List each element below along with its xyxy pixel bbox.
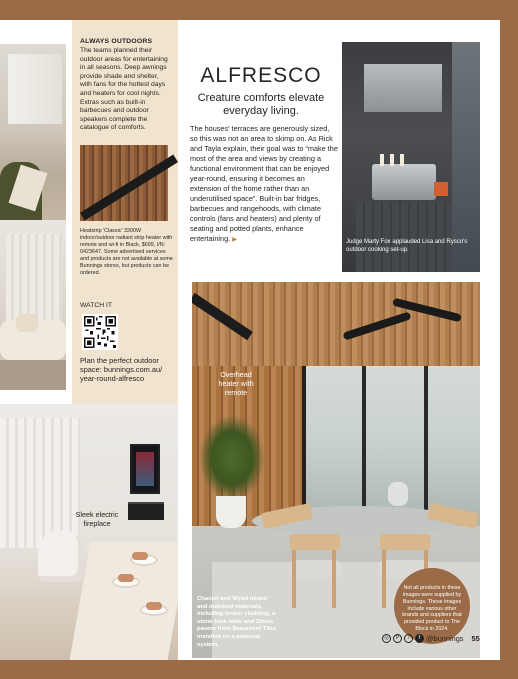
- dining-fireplace-photo: [0, 404, 178, 660]
- qr-code[interactable]: [82, 314, 118, 350]
- instagram-icon[interactable]: ◎: [382, 634, 391, 643]
- article-body-text: The houses' terraces are generously sized, so this was not an area to skimp on. As Rick and Tayla explain, their goal was to “make the most of the area and views by creating a functional environment that can be enjoyed year-round, ensuring it becomes an extension of the home rather than an underutilised space”. Built-in bar fridges, barbecues and rangehoods, with climate controls (fans and heaters) and plenty of seating and potted plants, enhance entertaining.: [190, 124, 338, 243]
- continue-arrow-icon: ▶: [232, 237, 237, 243]
- social-handle: @bunnings: [426, 633, 464, 643]
- strip-heater-photo: [80, 145, 168, 221]
- lounge-photo: [0, 220, 66, 390]
- dining-caption: Chantel and Wyatt mixed and matched materials, including timber cladding, a stone-look table and 20mm pavers from Beaumont Tiles installed on a pedestal system.: [197, 596, 277, 648]
- fireplace-caption: Sleek electric fireplace: [75, 510, 119, 528]
- watch-it-label: WATCH IT: [80, 302, 113, 309]
- tiktok-icon[interactable]: ♪: [404, 634, 413, 643]
- overhead-heater-caption: Overhead heater with remote: [218, 370, 254, 397]
- page-title: ALFRESCO: [200, 64, 322, 87]
- bbq-caption: Judge Marty Fox applauded Lisa and Rysco's outdoor cooking set-up.: [346, 239, 468, 253]
- page-footer: [382, 632, 480, 644]
- heater-product-caption: Heatstrip 'Classic' 3200W indoor/outdoor radiant strip heater with remote and wi-fi in Black, $699, I/N: 0423647. Some advertised services and products are not available at some Bunnings stores, but products can be ordered.: [80, 228, 173, 276]
- always-outdoors-sidebar: [72, 20, 178, 404]
- facebook-icon[interactable]: f: [415, 634, 424, 643]
- page-number: 55: [471, 633, 480, 643]
- living-room-photo: [0, 44, 66, 232]
- article-body: [190, 124, 338, 245]
- disclaimer-text: Not all products in these images were supplied by Bunnings. These images include various other brands and suppliers that provided product to The Block in 2024.: [402, 585, 462, 632]
- sidebar-heading: ALWAYS OUTDOORS: [80, 38, 153, 45]
- pinterest-icon[interactable]: P: [393, 634, 402, 643]
- plan-outdoor-link-text[interactable]: Plan the perfect outdoor space: bunnings.com.au/ year-round-alfresco: [80, 356, 163, 383]
- magazine-page: [0, 20, 500, 660]
- page-subtitle: Creature comforts elevate everyday living.: [197, 92, 325, 117]
- sidebar-body: The teams planned their outdoor areas for entertaining in all seasons. Deep awnings provide shade and shelter, with fans for the hottest days and heaters for cool nights. Extras such as built-in barbecues and outdoor speakers complete the catalogue of comforts.: [80, 47, 168, 132]
